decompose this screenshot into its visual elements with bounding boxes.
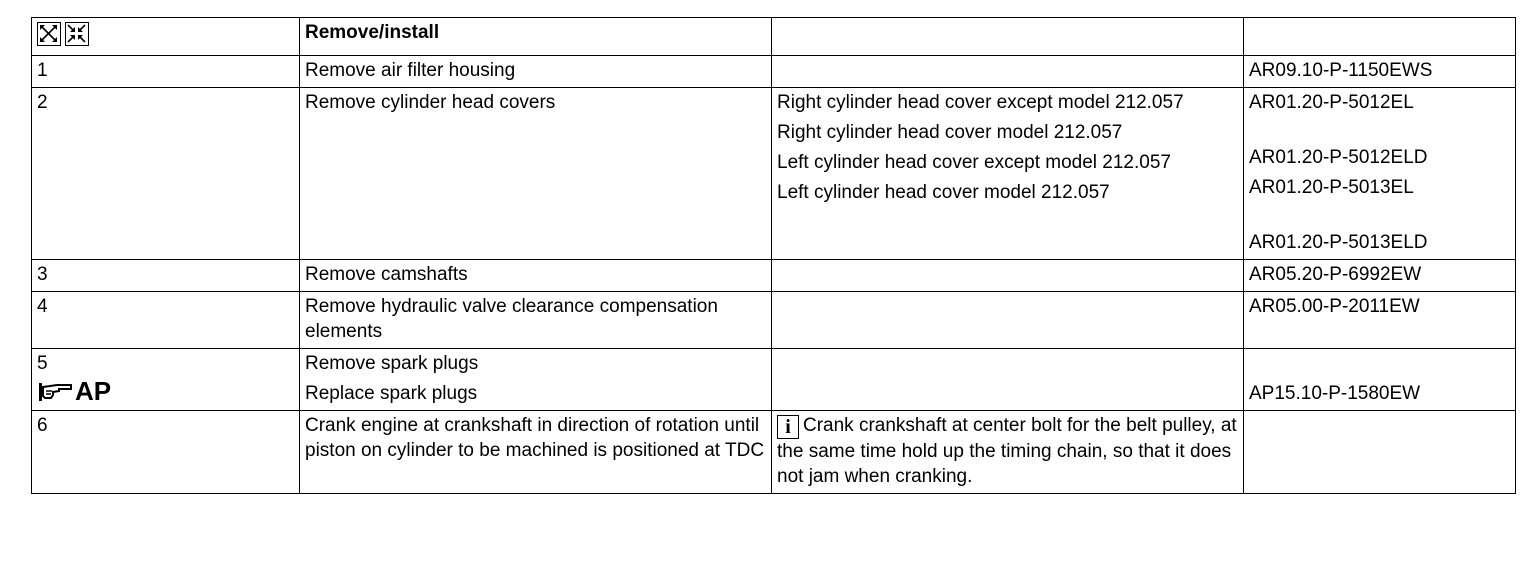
step-reference-link[interactable]: AR09.10-P-1150EWS xyxy=(1244,56,1516,88)
step-action-line: Remove spark plugs xyxy=(305,353,479,374)
step-note xyxy=(772,292,1244,349)
ap-label: AP xyxy=(75,376,112,406)
step-number: 6 xyxy=(32,411,300,494)
step-action-line: Replace spark plugs xyxy=(305,383,478,404)
step-reference-link[interactable]: AR01.20-P-5012ELD xyxy=(1249,147,1428,168)
step-reference xyxy=(1244,411,1516,494)
step-reference-link[interactable]: AR05.00-P-2011EW xyxy=(1244,292,1516,349)
step-action: Remove camshafts xyxy=(300,260,772,292)
table-row xyxy=(32,260,1516,292)
sub-note: Left cylinder head cover except model 212.057 xyxy=(777,152,1171,173)
table-row xyxy=(32,292,1516,349)
table-row xyxy=(32,56,1516,88)
table-row xyxy=(32,88,1516,260)
step-number: 5 xyxy=(37,353,48,374)
step-action xyxy=(300,349,772,411)
step-number: 4 xyxy=(32,292,300,349)
step-reference-link[interactable]: AR05.20-P-6992EW xyxy=(1244,260,1516,292)
header-icons-cell xyxy=(32,18,300,56)
step-reference xyxy=(1244,349,1516,411)
step-note xyxy=(772,349,1244,411)
table-header-row xyxy=(32,18,1516,56)
step-reference-link[interactable]: AP15.10-P-1580EW xyxy=(1249,383,1421,404)
step-action: Remove hydraulic valve clearance compensation elements xyxy=(300,292,772,349)
step-reference-link[interactable]: AR01.20-P-5012EL xyxy=(1249,92,1414,113)
step-note: Crank crankshaft at center bolt for the belt pulley, at the same time hold up the timing chain, so that it does not jam when cranking. xyxy=(777,415,1237,487)
step-note-cell xyxy=(772,411,1244,494)
table-row xyxy=(32,411,1516,494)
step-note xyxy=(772,260,1244,292)
table-row xyxy=(32,349,1516,411)
sub-note: Right cylinder head cover model 212.057 xyxy=(777,122,1123,143)
step-reference xyxy=(1244,88,1516,260)
step-action: Remove air filter housing xyxy=(300,56,772,88)
step-number: 1 xyxy=(32,56,300,88)
header-note-cell xyxy=(772,18,1244,56)
step-action: Remove cylinder head covers xyxy=(300,88,772,260)
step-number-cell xyxy=(32,349,300,411)
step-action: Crank engine at crankshaft in direction of rotation until piston on cylinder to be machined is positioned at TDC xyxy=(300,411,772,494)
sub-note: Left cylinder head cover model 212.057 xyxy=(777,182,1110,203)
header-ref-cell xyxy=(1244,18,1516,56)
expand-arrows-icon xyxy=(37,22,61,46)
ap-marker xyxy=(37,378,294,404)
step-number: 3 xyxy=(32,260,300,292)
info-icon: i xyxy=(777,415,799,439)
step-note xyxy=(772,88,1244,260)
sub-note: Right cylinder head cover except model 212.057 xyxy=(777,92,1184,113)
step-number: 2 xyxy=(32,88,300,260)
pointing-hand-icon xyxy=(37,379,73,403)
step-note xyxy=(772,56,1244,88)
step-reference-link[interactable]: AR01.20-P-5013ELD xyxy=(1249,232,1428,253)
collapse-arrows-icon xyxy=(65,22,89,46)
header-title: Remove/install xyxy=(300,18,772,56)
step-reference-link[interactable]: AR01.20-P-5013EL xyxy=(1249,177,1414,198)
procedure-table xyxy=(31,17,1516,494)
